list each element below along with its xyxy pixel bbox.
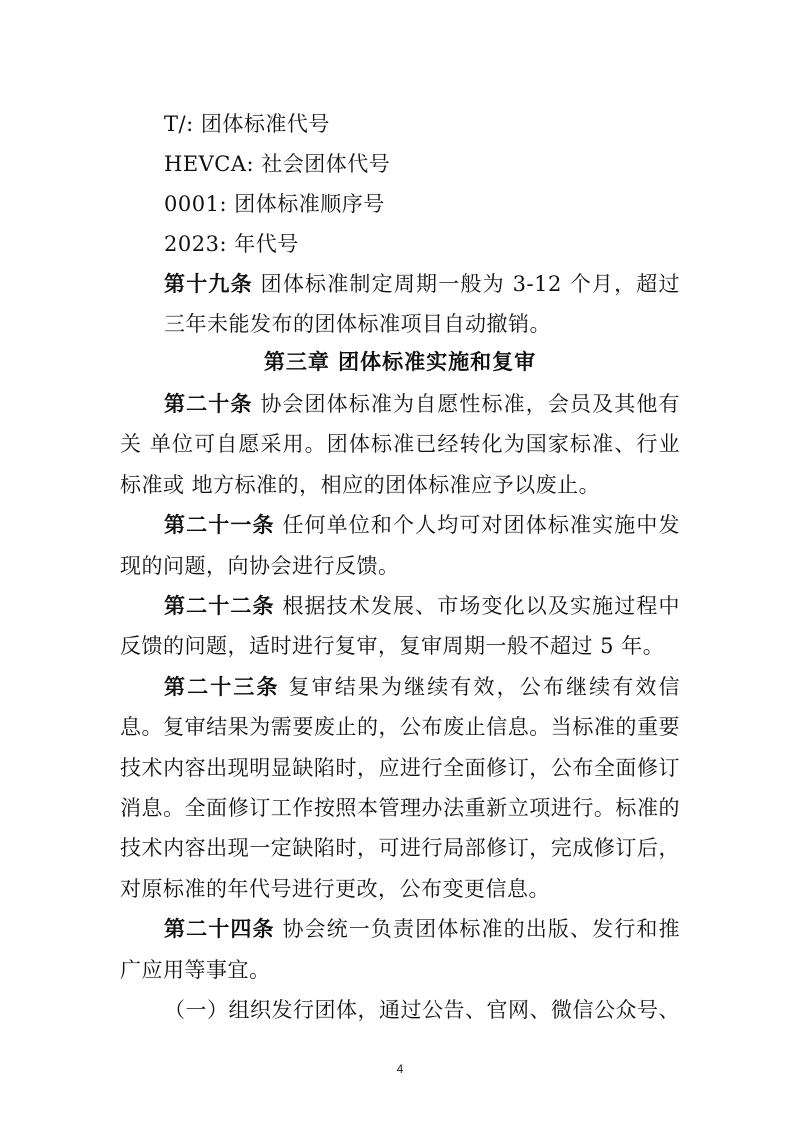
article-20 xyxy=(120,384,680,505)
article-23 xyxy=(120,667,680,909)
article-20-label: 第二十条 xyxy=(164,392,253,416)
article-21-text: 任何单位和个人均可对团体标准实施中发现的问题，向协会进行反馈。 xyxy=(120,513,681,578)
article-24 xyxy=(120,909,680,990)
article-21-label: 第二十一条 xyxy=(164,513,275,538)
article-23-text: 复审结果为继续有效，公布继续有效信息。复审结果为需要废止的，公布废止信息。当标准的重要技术内容出现明显缺陷时，应进行全面修订，公布全面修订消息。全面修订工作按照本管理办法重新立项进行。标准的技术内容出现一定缺陷时，可进行局部修订，完成修订后，对原标准的年代号进行更改，公布变更信息。 xyxy=(120,674,680,901)
code-line-sequence: 0001: 团体标准顺序号 xyxy=(164,192,385,216)
article-22-text: 根据技术发展、市场变化以及实施过程中反馈的问题，适时进行复审，复审周期一般不超过 5 年。 xyxy=(120,594,681,659)
article-20-text: 协会团体标准为自愿性标准，会员及其他有关 单位可自愿采用。团体标准已经转化为国家标准、行业标准或 地方标准的，相应的团体标准应予以废止。 xyxy=(120,392,681,497)
code-line-t: T/: 团体标准代号 xyxy=(164,112,330,136)
item-1: （一）组织发行团体，通过公告、官网、微信公众号、 xyxy=(164,998,680,1023)
article-22 xyxy=(120,586,680,667)
code-line-year: 2023: 年代号 xyxy=(164,232,299,256)
articles-body xyxy=(120,384,680,1031)
article-19-label: 第十九条 xyxy=(164,272,253,296)
page-number: 4 xyxy=(396,1062,404,1076)
article-24-label: 第二十四条 xyxy=(164,917,275,942)
code-line-hevca: HEVCA: 社会团体代号 xyxy=(164,152,391,176)
chapter-title: 第三章 团体标准实施和复审 xyxy=(263,350,537,374)
article-23-label: 第二十三条 xyxy=(164,674,280,699)
article-19 xyxy=(164,264,680,345)
article-22-label: 第二十二条 xyxy=(164,594,275,619)
article-24-text: 协会统一负责团体标准的出版、发行和推广应用等事宜。 xyxy=(120,917,681,982)
article-19-text: 团体标准制定周期一般为 3-12 个月，超过三年未能发布的团体标准项目自动撤销。 xyxy=(164,272,680,337)
article-21 xyxy=(120,505,680,586)
